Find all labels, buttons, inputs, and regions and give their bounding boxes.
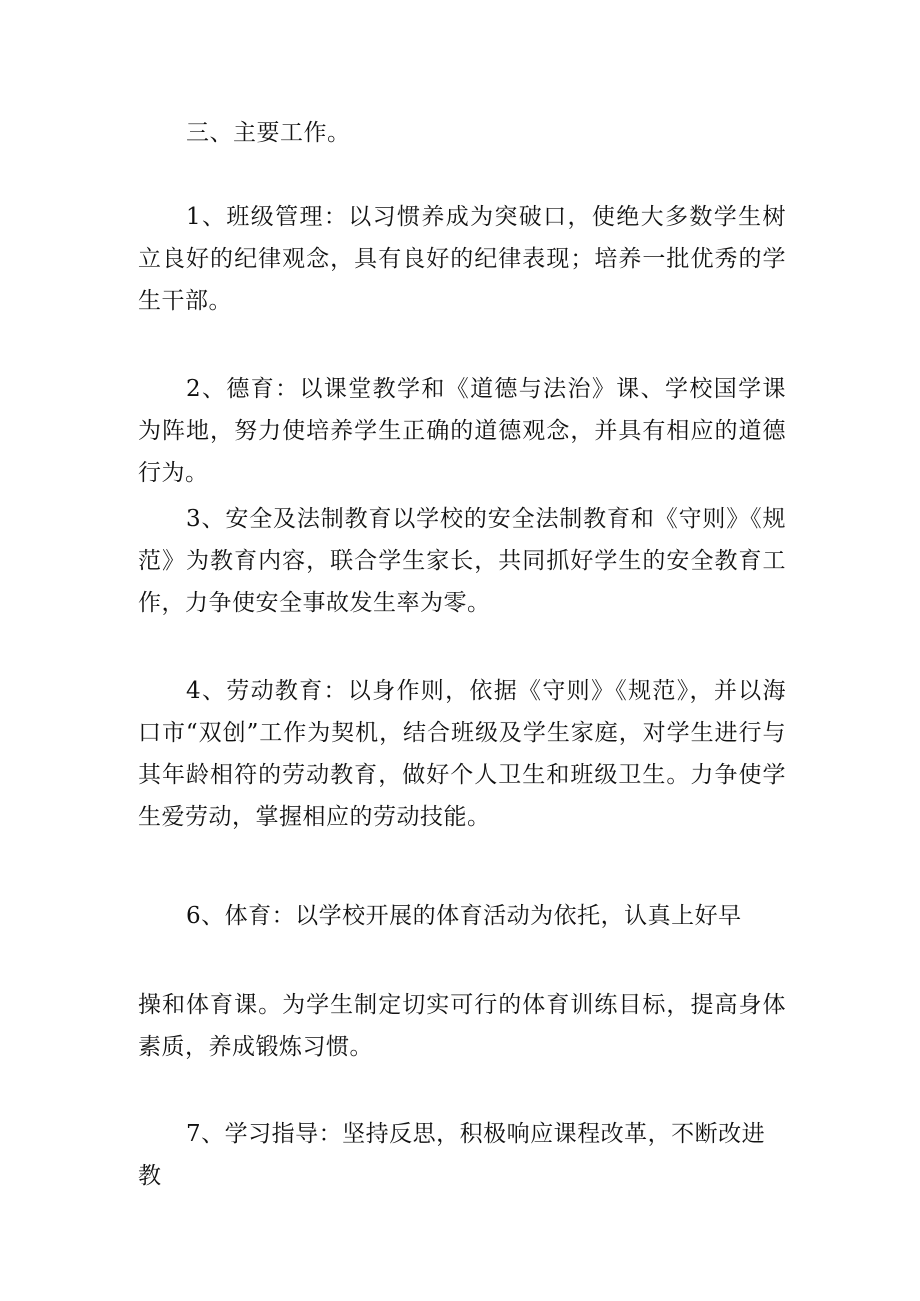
paragraph-class-management: 1、班级管理：以习惯养成为突破口，使绝大多数学生树立良好的纪律观念，具有良好的纪律表现；培养一批优秀的学生干部。 [138, 204, 786, 314]
paragraph-safety-legal-education: 3、安全及法制教育以学校的安全法制教育和《守则》《规范》为教育内容，联合学生家长，共同抓好学生的安全教育工作，力争使安全事故发生率为零。 [138, 506, 786, 616]
paragraph-labor-education: 4、劳动教育：以身作则，依据《守则》《规范》，并以海口市“双创”工作为契机，结合班级及学生家庭，对学生进行与其年龄相符的劳动教育，做好个人卫生和班级卫生。力争使学生爱劳动，掌握相应的劳动技能。 [138, 678, 786, 830]
paragraph-moral-education: 2、德育：以课堂教学和《道德与法治》课、学校国学课为阵地，努力使培养学生正确的道德观念，并具有相应的道德行为。 [138, 376, 786, 486]
section-heading: 三、主要工作。 [186, 120, 351, 146]
paragraph-physical-education-continued: 操和体育课。为学生制定切实可行的体育训练目标，提高身体素质，养成锻炼习惯。 [138, 992, 786, 1060]
paragraph-physical-education: 6、体育：以学校开展的体育活动为依托，认真上好早 [186, 903, 742, 929]
paragraph-learning-guidance: 7、学习指导：坚持反思，积极响应课程改革，不断改进教 [138, 1121, 766, 1189]
